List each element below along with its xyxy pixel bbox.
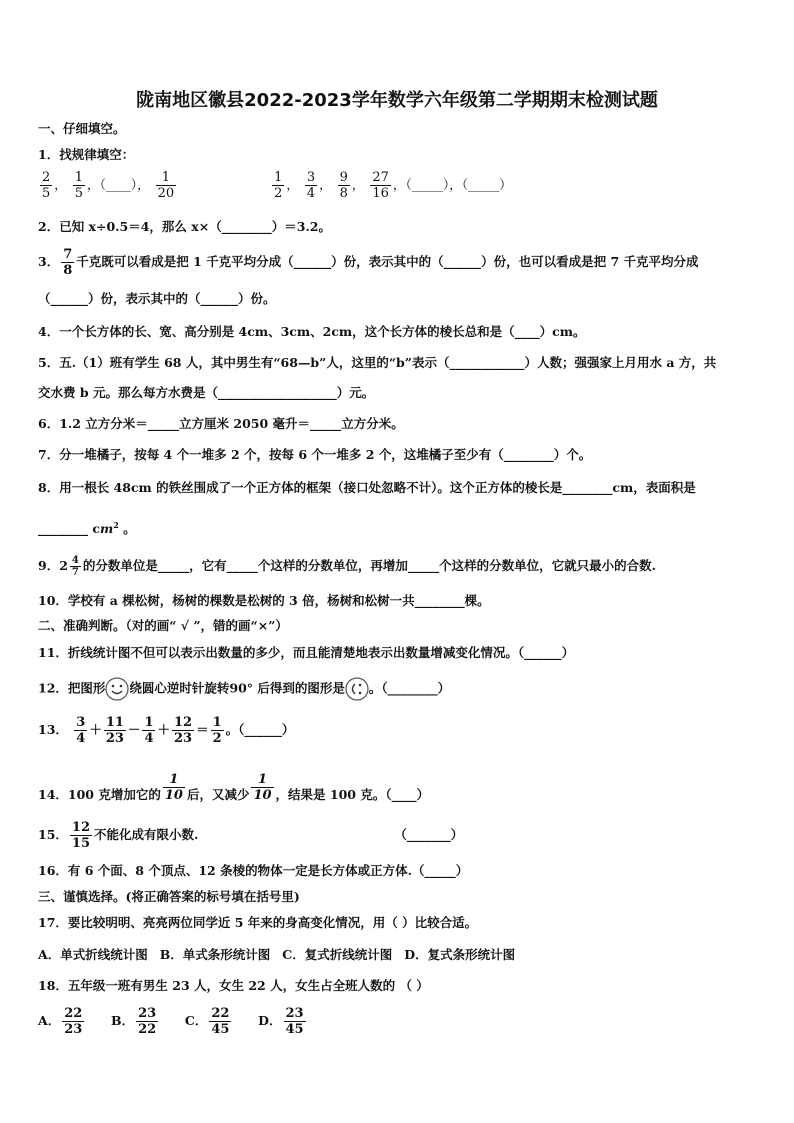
section-1-header: 一、仔细填空。 bbox=[38, 121, 126, 136]
q18-options bbox=[38, 1006, 308, 1037]
q1-label: 1．找规律填空： bbox=[38, 147, 135, 162]
q1-frac-4: $\frac{1}{2}$ bbox=[274, 170, 283, 201]
q2-text: 2．已知 x÷0.5＝4，那么 x×（________）＝3.2。 bbox=[38, 219, 331, 234]
q13-frac-3: $\frac{1}{4}$ bbox=[144, 715, 154, 746]
q14-frac-2: $\frac{1}{10}$ bbox=[253, 772, 272, 803]
section-3-header: 三、谨慎选择。(将正确答案的标号填在括号里) bbox=[38, 889, 300, 904]
q18-text: 18．五年级一班有男生 23 人，女生 22 人，女生占全班人数的 （ ） bbox=[38, 978, 429, 993]
q11-text: 11．折线统计图不但可以表示出数量的多少，而且能清楚地表示出数量增减变化情况。（______） bbox=[38, 645, 575, 660]
q1-frac-5: $\frac{3}{4}$ bbox=[306, 170, 316, 201]
q5-line-2: 交水费 b 元。那么每方水费是（___________________）元。 bbox=[38, 385, 375, 400]
q1-frac-7: $\frac{27}{16}$ bbox=[372, 170, 389, 201]
q13-frac-2: $\frac{11}{23}$ bbox=[105, 715, 124, 746]
q15-frac: $\frac{12}{15}$ bbox=[71, 820, 90, 851]
q17-option-d: D．复式条形统计图 bbox=[404, 947, 516, 962]
q14-frac-1: $\frac{1}{10}$ bbox=[164, 772, 183, 803]
section-2-header: 二、准确判断。（对的画“ √ ”，错的画“×”） bbox=[38, 618, 288, 633]
q13-frac-4: $\frac{12}{23}$ bbox=[174, 715, 193, 746]
q9-text: 9．2 $\frac{4}{7}$ 的分数单位是_____，它有_____个这样的分数单位，再增加_____个这样的分数单位，它就只最小的合数. bbox=[38, 555, 656, 578]
q18-option-a: A． $\frac{22}{23}$ bbox=[38, 1006, 83, 1037]
q1-frac-2: $\frac{1}{5}$ bbox=[74, 170, 84, 201]
q8-line-1: 8．用一根长 48cm 的铁丝围成了一个正方体的框架（接口处忽略不计）。这个正方体的棱长是________cm，表面积是 bbox=[38, 480, 696, 495]
q1-frac-1: $\frac{2}{5}$ bbox=[42, 170, 51, 201]
q9-frac: $\frac{4}{7}$ bbox=[71, 555, 79, 578]
q7-text: 7．分一堆橘子，按每 4 个一堆多 2 个，按每 6 个一堆多 2 个，这堆橘子至少有（________）个。 bbox=[38, 447, 592, 462]
q17-option-a: A．单式折线统计图 bbox=[38, 947, 148, 962]
q4-text: 4．一个长方体的长、宽、高分别是 4cm、3cm、2cm，这个长方体的棱长总和是（____）cm。 bbox=[38, 324, 586, 339]
q17-option-c: C．复式折线统计图 bbox=[282, 947, 393, 962]
q3-frac: $\frac{7}{8}$ bbox=[63, 247, 73, 278]
q15-text: 15． $\frac{12}{15}$ 不能化成有限小数. （_______） bbox=[38, 820, 464, 851]
q3-line-2: （______）份，表示其中的（______）份。 bbox=[38, 291, 276, 306]
q17-options bbox=[38, 947, 527, 963]
q12-text: 12．把图形 绕圆心逆时针旋转90° 后得到的图形是 。（________） bbox=[38, 677, 450, 701]
q17-option-b: B．单式条形统计图 bbox=[159, 947, 271, 962]
q13-frac-1: $\frac{3}{4}$ bbox=[76, 715, 86, 746]
q3-line-1: 3． $\frac{7}{8}$ 千克既可以看成是把 1 千克平均分成（______）份，表示其中的（______）份，也可以看成是把 7 千克平均分成 bbox=[38, 247, 699, 278]
q8-line-2: ________ $cm^2$ 。 bbox=[38, 520, 136, 537]
q14-text: 14．100 克增加它的 $\frac{1}{10}$ 后，又减少 $\frac{1}{10}$ ，结果是 100 克。（____） bbox=[38, 772, 430, 803]
q16-text: 16．有 6 个面、8 个顶点、12 条棱的物体一定是长方体或正方体.（_____） bbox=[38, 863, 469, 878]
rotated-face-icon bbox=[345, 677, 369, 701]
q1-sequences: $\frac{2}{5}$ ， $\frac{1}{5}$ ，（____）， $\frac{1}{20}$ $\frac{1}{2}$ ， $\frac{3}{4}$ ， $\frac{9}{8}$ ， $\frac{27}{16}$ ，（_____），（_____） bbox=[42, 170, 512, 201]
q10-text: 10．学校有 a 棵松树，杨树的棵数是松树的 3 倍，杨树和松树一共________棵。 bbox=[38, 593, 490, 608]
q17-text: 17．要比较明明、亮亮两位同学近 5 年来的身高变化情况，用（ ）比较合适。 bbox=[38, 915, 478, 930]
page-title: 陇南地区徽县2022-2023学年数学六年级第二学期期末检测试题 bbox=[136, 90, 658, 111]
q1-frac-3: $\frac{1}{20}$ bbox=[157, 170, 175, 201]
q13-expression: 13． $\frac{3}{4}$ ＋ $\frac{11}{23}$ － $\frac{1}{4}$ ＋ $\frac{12}{23}$ ＝ $\frac{1}{2}$ 。（______） bbox=[38, 715, 295, 746]
smiley-face-icon bbox=[105, 677, 129, 701]
q13-frac-5: $\frac{1}{2}$ bbox=[212, 715, 222, 746]
q18-option-d: D． $\frac{23}{45}$ bbox=[258, 1006, 304, 1037]
q6-text: 6．1.2 立方分米＝_____立方厘米 2050 毫升＝_____立方分米。 bbox=[38, 416, 404, 431]
q5-line-1: 5．五.（1）班有学生 68 人，其中男生有“68—b”人，这里的“b”表示（____________）人数；强强家上月用水 a 方，共 bbox=[38, 355, 717, 370]
q18-option-b: B． $\frac{23}{22}$ bbox=[111, 1006, 157, 1037]
q1-frac-6: $\frac{9}{8}$ bbox=[339, 170, 348, 201]
q18-option-c: C． $\frac{22}{45}$ bbox=[184, 1006, 230, 1037]
